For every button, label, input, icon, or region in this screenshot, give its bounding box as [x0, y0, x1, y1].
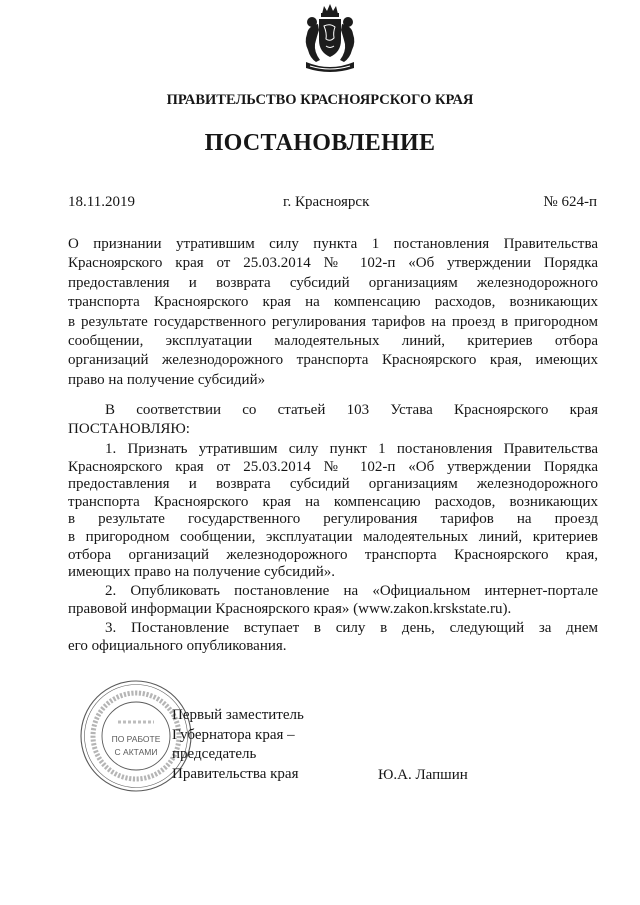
- position-line: Правительства края: [172, 766, 299, 783]
- stamp-text-line: С АКТАМИ: [114, 747, 158, 757]
- document-type-title: ПОСТАНОВЛЕНИЕ: [204, 130, 436, 156]
- subject-line: организаций железнодорожного транспорта Красноярского края, имеющих: [68, 352, 598, 369]
- paragraph-line: имеющих право на получение субсидий».: [68, 564, 336, 581]
- organization-title: ПРАВИТЕЛЬСТВО КРАСНОЯРСКОГО КРАЯ: [166, 92, 474, 108]
- paragraph-line: 2. Опубликовать постановление на «Официальном интернет-портале: [105, 583, 598, 599]
- resolve-word: ПОСТАНОВЛЯЮ:: [68, 421, 190, 437]
- paragraph-line: 1. Признать утратившим силу пункт 1 постановления Правительства: [105, 441, 598, 457]
- subject-line: сообщении, эксплуатации малодеятельных линий, критериев отбора: [68, 332, 598, 349]
- clause-3: [68, 619, 598, 655]
- paragraph-line: Красноярского края от 25.03.2014 № 102-п «Об утверждении Порядка: [68, 458, 598, 475]
- document-city: г. Красноярск: [283, 194, 370, 210]
- paragraph-line: правовой информации Красноярского края» (www.zakon.krskstate.ru).: [68, 601, 512, 617]
- subject-line: О признании утратившим силу пункта 1 постановления Правительства: [68, 236, 598, 252]
- paragraph-line: предоставления и возврата субсидий организациям железнодорожного: [68, 476, 598, 493]
- position-line: Первый заместитель: [172, 707, 304, 723]
- subject-line: транспорта Красноярского края на компенсацию расходов, возникающих: [68, 294, 598, 311]
- clause-1: [68, 441, 598, 582]
- paragraph-line: в результате государственного регулирования тарифов на проезд: [68, 511, 598, 528]
- paragraph-line: транспорта Красноярского края на компенсацию расходов, возникающих: [68, 493, 598, 510]
- position-line: председатель: [172, 746, 257, 763]
- stamp-text-line: ПО РАБОТЕ: [111, 734, 161, 744]
- subject-line: в результате государственного регулирования тарифов на проезд в пригородном: [68, 313, 598, 330]
- subject-line: Красноярского края от 25.03.2014 № 102-п «Об утверждении Порядка: [68, 255, 598, 272]
- position-line: Губернатора края –: [172, 726, 295, 743]
- paragraph-line: 3. Постановление вступает в силу в день, следующий за днем: [105, 620, 598, 636]
- document-number: № 624-п: [543, 194, 597, 210]
- preamble-paragraph: [68, 401, 598, 439]
- subject-line: предоставления и возврата субсидий организациям железнодорожного: [68, 274, 598, 291]
- signatory-name: Ю.А. Лапшин: [378, 767, 468, 783]
- paragraph-line: В соответствии со статьей 103 Устава Красноярского края: [105, 402, 598, 418]
- document-subject: [68, 235, 598, 390]
- document-date: 18.11.2019: [68, 194, 135, 210]
- subject-line: право на получение субсидий»: [68, 371, 266, 388]
- paragraph-line: отбора организаций железнодорожного транспорта Красноярского края,: [68, 546, 598, 563]
- coat-of-arms-emblem: [300, 2, 360, 74]
- paragraph-line: в пригородном сообщении, эксплуатации малодеятельных линий, критериев: [68, 528, 598, 545]
- clause-2: [68, 582, 598, 618]
- signatory-position: [172, 706, 304, 785]
- paragraph-line: его официального опубликования.: [68, 638, 287, 654]
